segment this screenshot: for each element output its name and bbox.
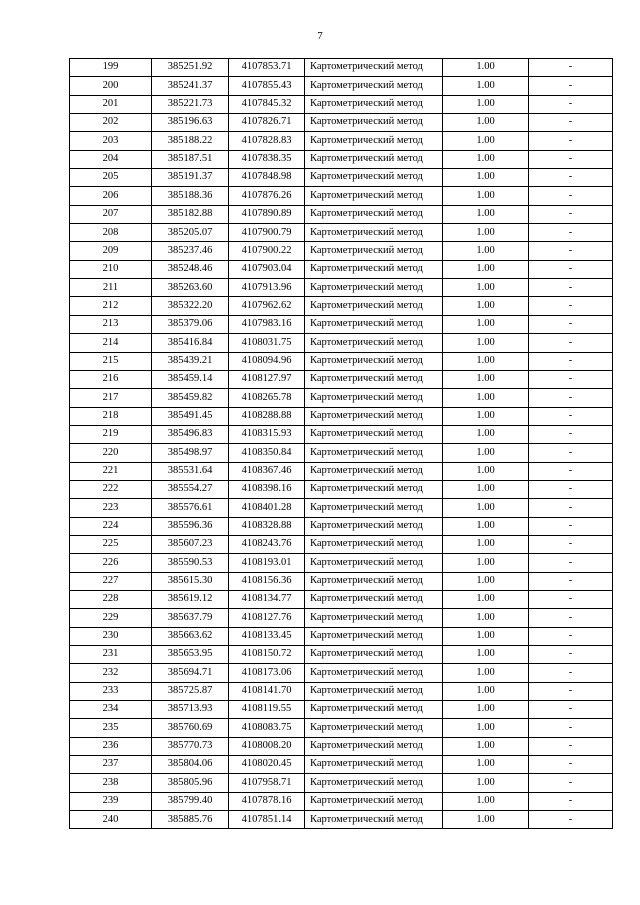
y-coordinate-cell: 4107828.83: [229, 132, 305, 150]
y-coordinate-cell: 4107900.22: [229, 242, 305, 260]
y-coordinate-cell: 4107958.71: [229, 774, 305, 792]
accuracy-cell: 1.00: [443, 95, 529, 113]
y-coordinate-cell: 4108350.84: [229, 444, 305, 462]
note-cell: -: [529, 77, 613, 95]
y-coordinate-cell: 4107845.32: [229, 95, 305, 113]
method-cell: Картометрический метод: [305, 499, 443, 517]
point-number-cell: 213: [70, 315, 152, 333]
y-coordinate-cell: 4108008.20: [229, 737, 305, 755]
method-cell: Картометрический метод: [305, 535, 443, 553]
method-cell: Картометрический метод: [305, 774, 443, 792]
method-cell: Картометрический метод: [305, 407, 443, 425]
point-number-cell: 203: [70, 132, 152, 150]
note-cell: -: [529, 114, 613, 132]
note-cell: -: [529, 59, 613, 77]
table-row: [70, 114, 613, 132]
accuracy-cell: 1.00: [443, 701, 529, 719]
y-coordinate-cell: 4107876.26: [229, 187, 305, 205]
accuracy-cell: 1.00: [443, 664, 529, 682]
point-number-cell: 235: [70, 719, 152, 737]
accuracy-cell: 1.00: [443, 224, 529, 242]
accuracy-cell: 1.00: [443, 242, 529, 260]
table-row: [70, 205, 613, 223]
accuracy-cell: 1.00: [443, 774, 529, 792]
point-number-cell: 209: [70, 242, 152, 260]
table-row: [70, 132, 613, 150]
note-cell: -: [529, 535, 613, 553]
accuracy-cell: 1.00: [443, 646, 529, 664]
note-cell: -: [529, 774, 613, 792]
table-row: [70, 425, 613, 443]
y-coordinate-cell: 4107900.79: [229, 224, 305, 242]
table-row: [70, 95, 613, 113]
point-number-cell: 239: [70, 792, 152, 810]
accuracy-cell: 1.00: [443, 792, 529, 810]
note-cell: -: [529, 407, 613, 425]
point-number-cell: 226: [70, 554, 152, 572]
accuracy-cell: 1.00: [443, 352, 529, 370]
accuracy-cell: 1.00: [443, 334, 529, 352]
x-coordinate-cell: 385637.79: [152, 609, 229, 627]
accuracy-cell: 1.00: [443, 480, 529, 498]
table-row: [70, 462, 613, 480]
note-cell: -: [529, 572, 613, 590]
y-coordinate-cell: 4108398.16: [229, 480, 305, 498]
accuracy-cell: 1.00: [443, 572, 529, 590]
table-row: [70, 224, 613, 242]
accuracy-cell: 1.00: [443, 59, 529, 77]
y-coordinate-cell: 4108367.46: [229, 462, 305, 480]
note-cell: -: [529, 187, 613, 205]
x-coordinate-cell: 385799.40: [152, 792, 229, 810]
table-row: [70, 407, 613, 425]
note-cell: -: [529, 242, 613, 260]
method-cell: Картометрический метод: [305, 792, 443, 810]
y-coordinate-cell: 4107878.16: [229, 792, 305, 810]
note-cell: -: [529, 646, 613, 664]
y-coordinate-cell: 4108094.96: [229, 352, 305, 370]
x-coordinate-cell: 385596.36: [152, 517, 229, 535]
x-coordinate-cell: 385491.45: [152, 407, 229, 425]
point-number-cell: 227: [70, 572, 152, 590]
table-row: [70, 756, 613, 774]
note-cell: -: [529, 590, 613, 608]
note-cell: -: [529, 297, 613, 315]
x-coordinate-cell: 385439.21: [152, 352, 229, 370]
table-row: [70, 609, 613, 627]
point-number-cell: 202: [70, 114, 152, 132]
x-coordinate-cell: 385760.69: [152, 719, 229, 737]
table-row: [70, 664, 613, 682]
table-row: [70, 682, 613, 700]
x-coordinate-cell: 385251.92: [152, 59, 229, 77]
point-number-cell: 224: [70, 517, 152, 535]
point-number-cell: 234: [70, 701, 152, 719]
accuracy-cell: 1.00: [443, 132, 529, 150]
y-coordinate-cell: 4107913.96: [229, 279, 305, 297]
point-number-cell: 228: [70, 590, 152, 608]
x-coordinate-cell: 385379.06: [152, 315, 229, 333]
x-coordinate-cell: 385188.22: [152, 132, 229, 150]
note-cell: -: [529, 444, 613, 462]
table-row: [70, 774, 613, 792]
table-row: [70, 719, 613, 737]
method-cell: Картометрический метод: [305, 59, 443, 77]
x-coordinate-cell: 385804.06: [152, 756, 229, 774]
x-coordinate-cell: 385322.20: [152, 297, 229, 315]
coordinates-table-body: [70, 59, 613, 829]
accuracy-cell: 1.00: [443, 260, 529, 278]
note-cell: -: [529, 554, 613, 572]
y-coordinate-cell: 4107848.98: [229, 169, 305, 187]
accuracy-cell: 1.00: [443, 150, 529, 168]
y-coordinate-cell: 4108133.45: [229, 627, 305, 645]
x-coordinate-cell: 385576.61: [152, 499, 229, 517]
table-row: [70, 297, 613, 315]
note-cell: -: [529, 370, 613, 388]
x-coordinate-cell: 385221.73: [152, 95, 229, 113]
y-coordinate-cell: 4107962.62: [229, 297, 305, 315]
x-coordinate-cell: 385770.73: [152, 737, 229, 755]
note-cell: -: [529, 224, 613, 242]
y-coordinate-cell: 4108083.75: [229, 719, 305, 737]
method-cell: Картометрический метод: [305, 242, 443, 260]
method-cell: Картометрический метод: [305, 811, 443, 829]
x-coordinate-cell: 385187.51: [152, 150, 229, 168]
x-coordinate-cell: 385713.93: [152, 701, 229, 719]
method-cell: Картометрический метод: [305, 150, 443, 168]
table-row: [70, 554, 613, 572]
method-cell: Картометрический метод: [305, 425, 443, 443]
method-cell: Картометрический метод: [305, 572, 443, 590]
point-number-cell: 237: [70, 756, 152, 774]
point-number-cell: 218: [70, 407, 152, 425]
method-cell: Картометрический метод: [305, 334, 443, 352]
method-cell: Картометрический метод: [305, 187, 443, 205]
point-number-cell: 216: [70, 370, 152, 388]
x-coordinate-cell: 385263.60: [152, 279, 229, 297]
accuracy-cell: 1.00: [443, 279, 529, 297]
y-coordinate-cell: 4108328.88: [229, 517, 305, 535]
x-coordinate-cell: 385241.37: [152, 77, 229, 95]
point-number-cell: 230: [70, 627, 152, 645]
x-coordinate-cell: 385619.12: [152, 590, 229, 608]
method-cell: Картометрический метод: [305, 444, 443, 462]
table-row: [70, 187, 613, 205]
method-cell: Картометрический метод: [305, 77, 443, 95]
method-cell: Картометрический метод: [305, 370, 443, 388]
page-number: 7: [317, 30, 323, 42]
method-cell: Картометрический метод: [305, 169, 443, 187]
point-number-cell: 204: [70, 150, 152, 168]
accuracy-cell: 1.00: [443, 77, 529, 95]
method-cell: Картометрический метод: [305, 389, 443, 407]
point-number-cell: 223: [70, 499, 152, 517]
table-row: [70, 572, 613, 590]
table-row: [70, 352, 613, 370]
table-row: [70, 77, 613, 95]
y-coordinate-cell: 4108127.97: [229, 370, 305, 388]
x-coordinate-cell: 385416.84: [152, 334, 229, 352]
point-number-cell: 201: [70, 95, 152, 113]
point-number-cell: 210: [70, 260, 152, 278]
method-cell: Картометрический метод: [305, 590, 443, 608]
y-coordinate-cell: 4108119.55: [229, 701, 305, 719]
method-cell: Картометрический метод: [305, 352, 443, 370]
x-coordinate-cell: 385725.87: [152, 682, 229, 700]
note-cell: -: [529, 719, 613, 737]
x-coordinate-cell: 385590.53: [152, 554, 229, 572]
method-cell: Картометрический метод: [305, 132, 443, 150]
x-coordinate-cell: 385653.95: [152, 646, 229, 664]
accuracy-cell: 1.00: [443, 462, 529, 480]
y-coordinate-cell: 4107855.43: [229, 77, 305, 95]
x-coordinate-cell: 385615.30: [152, 572, 229, 590]
y-coordinate-cell: 4108315.93: [229, 425, 305, 443]
note-cell: -: [529, 260, 613, 278]
note-cell: -: [529, 499, 613, 517]
table-row: [70, 811, 613, 829]
table-row: [70, 389, 613, 407]
y-coordinate-cell: 4108020.45: [229, 756, 305, 774]
point-number-cell: 211: [70, 279, 152, 297]
note-cell: -: [529, 205, 613, 223]
table-row: [70, 315, 613, 333]
y-coordinate-cell: 4107851.14: [229, 811, 305, 829]
table-row: [70, 646, 613, 664]
note-cell: -: [529, 664, 613, 682]
method-cell: Картометрический метод: [305, 480, 443, 498]
accuracy-cell: 1.00: [443, 205, 529, 223]
note-cell: -: [529, 480, 613, 498]
x-coordinate-cell: 385205.07: [152, 224, 229, 242]
method-cell: Картометрический метод: [305, 682, 443, 700]
accuracy-cell: 1.00: [443, 297, 529, 315]
note-cell: -: [529, 334, 613, 352]
table-row: [70, 169, 613, 187]
note-cell: -: [529, 737, 613, 755]
note-cell: -: [529, 756, 613, 774]
note-cell: -: [529, 95, 613, 113]
coordinates-table: [69, 58, 613, 829]
table-row: [70, 260, 613, 278]
table-row: [70, 701, 613, 719]
point-number-cell: 233: [70, 682, 152, 700]
method-cell: Картометрический метод: [305, 95, 443, 113]
accuracy-cell: 1.00: [443, 811, 529, 829]
x-coordinate-cell: 385554.27: [152, 480, 229, 498]
y-coordinate-cell: 4108134.77: [229, 590, 305, 608]
note-cell: -: [529, 792, 613, 810]
method-cell: Картометрический метод: [305, 297, 443, 315]
point-number-cell: 220: [70, 444, 152, 462]
note-cell: -: [529, 150, 613, 168]
y-coordinate-cell: 4108401.28: [229, 499, 305, 517]
table-row: [70, 334, 613, 352]
point-number-cell: 199: [70, 59, 152, 77]
note-cell: -: [529, 701, 613, 719]
accuracy-cell: 1.00: [443, 315, 529, 333]
accuracy-cell: 1.00: [443, 590, 529, 608]
table-row: [70, 444, 613, 462]
x-coordinate-cell: 385531.64: [152, 462, 229, 480]
note-cell: -: [529, 279, 613, 297]
x-coordinate-cell: 385188.36: [152, 187, 229, 205]
x-coordinate-cell: 385805.96: [152, 774, 229, 792]
x-coordinate-cell: 385459.82: [152, 389, 229, 407]
note-cell: -: [529, 425, 613, 443]
point-number-cell: 232: [70, 664, 152, 682]
point-number-cell: 207: [70, 205, 152, 223]
y-coordinate-cell: 4108150.72: [229, 646, 305, 664]
y-coordinate-cell: 4108265.78: [229, 389, 305, 407]
point-number-cell: 240: [70, 811, 152, 829]
table-row: [70, 627, 613, 645]
accuracy-cell: 1.00: [443, 389, 529, 407]
note-cell: -: [529, 811, 613, 829]
accuracy-cell: 1.00: [443, 756, 529, 774]
table-row: [70, 517, 613, 535]
method-cell: Картометрический метод: [305, 205, 443, 223]
note-cell: -: [529, 517, 613, 535]
method-cell: Картометрический метод: [305, 315, 443, 333]
note-cell: -: [529, 169, 613, 187]
method-cell: Картометрический метод: [305, 646, 443, 664]
accuracy-cell: 1.00: [443, 609, 529, 627]
accuracy-cell: 1.00: [443, 535, 529, 553]
point-number-cell: 236: [70, 737, 152, 755]
method-cell: Картометрический метод: [305, 224, 443, 242]
y-coordinate-cell: 4108243.76: [229, 535, 305, 553]
y-coordinate-cell: 4108193.01: [229, 554, 305, 572]
method-cell: Картометрический метод: [305, 279, 443, 297]
y-coordinate-cell: 4108173.06: [229, 664, 305, 682]
accuracy-cell: 1.00: [443, 187, 529, 205]
method-cell: Картометрический метод: [305, 737, 443, 755]
point-number-cell: 229: [70, 609, 152, 627]
y-coordinate-cell: 4108141.70: [229, 682, 305, 700]
note-cell: -: [529, 627, 613, 645]
x-coordinate-cell: 385663.62: [152, 627, 229, 645]
table-row: [70, 279, 613, 297]
table-row: [70, 737, 613, 755]
x-coordinate-cell: 385237.46: [152, 242, 229, 260]
point-number-cell: 221: [70, 462, 152, 480]
x-coordinate-cell: 385885.76: [152, 811, 229, 829]
point-number-cell: 214: [70, 334, 152, 352]
point-number-cell: 200: [70, 77, 152, 95]
x-coordinate-cell: 385607.23: [152, 535, 229, 553]
accuracy-cell: 1.00: [443, 444, 529, 462]
method-cell: Картометрический метод: [305, 756, 443, 774]
table-row: [70, 370, 613, 388]
table-row: [70, 499, 613, 517]
y-coordinate-cell: 4107826.71: [229, 114, 305, 132]
accuracy-cell: 1.00: [443, 682, 529, 700]
y-coordinate-cell: 4108156.36: [229, 572, 305, 590]
x-coordinate-cell: 385196.63: [152, 114, 229, 132]
accuracy-cell: 1.00: [443, 719, 529, 737]
note-cell: -: [529, 352, 613, 370]
table-row: [70, 150, 613, 168]
table-row: [70, 480, 613, 498]
table-row: [70, 242, 613, 260]
accuracy-cell: 1.00: [443, 114, 529, 132]
accuracy-cell: 1.00: [443, 407, 529, 425]
accuracy-cell: 1.00: [443, 499, 529, 517]
y-coordinate-cell: 4107890.89: [229, 205, 305, 223]
accuracy-cell: 1.00: [443, 425, 529, 443]
note-cell: -: [529, 682, 613, 700]
point-number-cell: 206: [70, 187, 152, 205]
method-cell: Картометрический метод: [305, 701, 443, 719]
x-coordinate-cell: 385191.37: [152, 169, 229, 187]
method-cell: Картометрический метод: [305, 114, 443, 132]
method-cell: Картометрический метод: [305, 517, 443, 535]
method-cell: Картометрический метод: [305, 554, 443, 572]
point-number-cell: 219: [70, 425, 152, 443]
y-coordinate-cell: 4107903.04: [229, 260, 305, 278]
y-coordinate-cell: 4107838.35: [229, 150, 305, 168]
point-number-cell: 217: [70, 389, 152, 407]
point-number-cell: 205: [70, 169, 152, 187]
point-number-cell: 231: [70, 646, 152, 664]
x-coordinate-cell: 385459.14: [152, 370, 229, 388]
point-number-cell: 208: [70, 224, 152, 242]
accuracy-cell: 1.00: [443, 627, 529, 645]
method-cell: Картометрический метод: [305, 609, 443, 627]
y-coordinate-cell: 4108127.76: [229, 609, 305, 627]
accuracy-cell: 1.00: [443, 517, 529, 535]
x-coordinate-cell: 385182.88: [152, 205, 229, 223]
x-coordinate-cell: 385248.46: [152, 260, 229, 278]
point-number-cell: 238: [70, 774, 152, 792]
note-cell: -: [529, 462, 613, 480]
x-coordinate-cell: 385498.97: [152, 444, 229, 462]
y-coordinate-cell: 4107983.16: [229, 315, 305, 333]
point-number-cell: 212: [70, 297, 152, 315]
table-row: [70, 59, 613, 77]
point-number-cell: 222: [70, 480, 152, 498]
note-cell: -: [529, 389, 613, 407]
y-coordinate-cell: 4108031.75: [229, 334, 305, 352]
point-number-cell: 225: [70, 535, 152, 553]
method-cell: Картометрический метод: [305, 627, 443, 645]
method-cell: Картометрический метод: [305, 719, 443, 737]
x-coordinate-cell: 385496.83: [152, 425, 229, 443]
y-coordinate-cell: 4108288.88: [229, 407, 305, 425]
note-cell: -: [529, 609, 613, 627]
method-cell: Картометрический метод: [305, 260, 443, 278]
method-cell: Картометрический метод: [305, 462, 443, 480]
table-row: [70, 792, 613, 810]
accuracy-cell: 1.00: [443, 554, 529, 572]
accuracy-cell: 1.00: [443, 169, 529, 187]
accuracy-cell: 1.00: [443, 370, 529, 388]
note-cell: -: [529, 315, 613, 333]
method-cell: Картометрический метод: [305, 664, 443, 682]
point-number-cell: 215: [70, 352, 152, 370]
x-coordinate-cell: 385694.71: [152, 664, 229, 682]
y-coordinate-cell: 4107853.71: [229, 59, 305, 77]
table-row: [70, 535, 613, 553]
note-cell: -: [529, 132, 613, 150]
accuracy-cell: 1.00: [443, 737, 529, 755]
table-row: [70, 590, 613, 608]
